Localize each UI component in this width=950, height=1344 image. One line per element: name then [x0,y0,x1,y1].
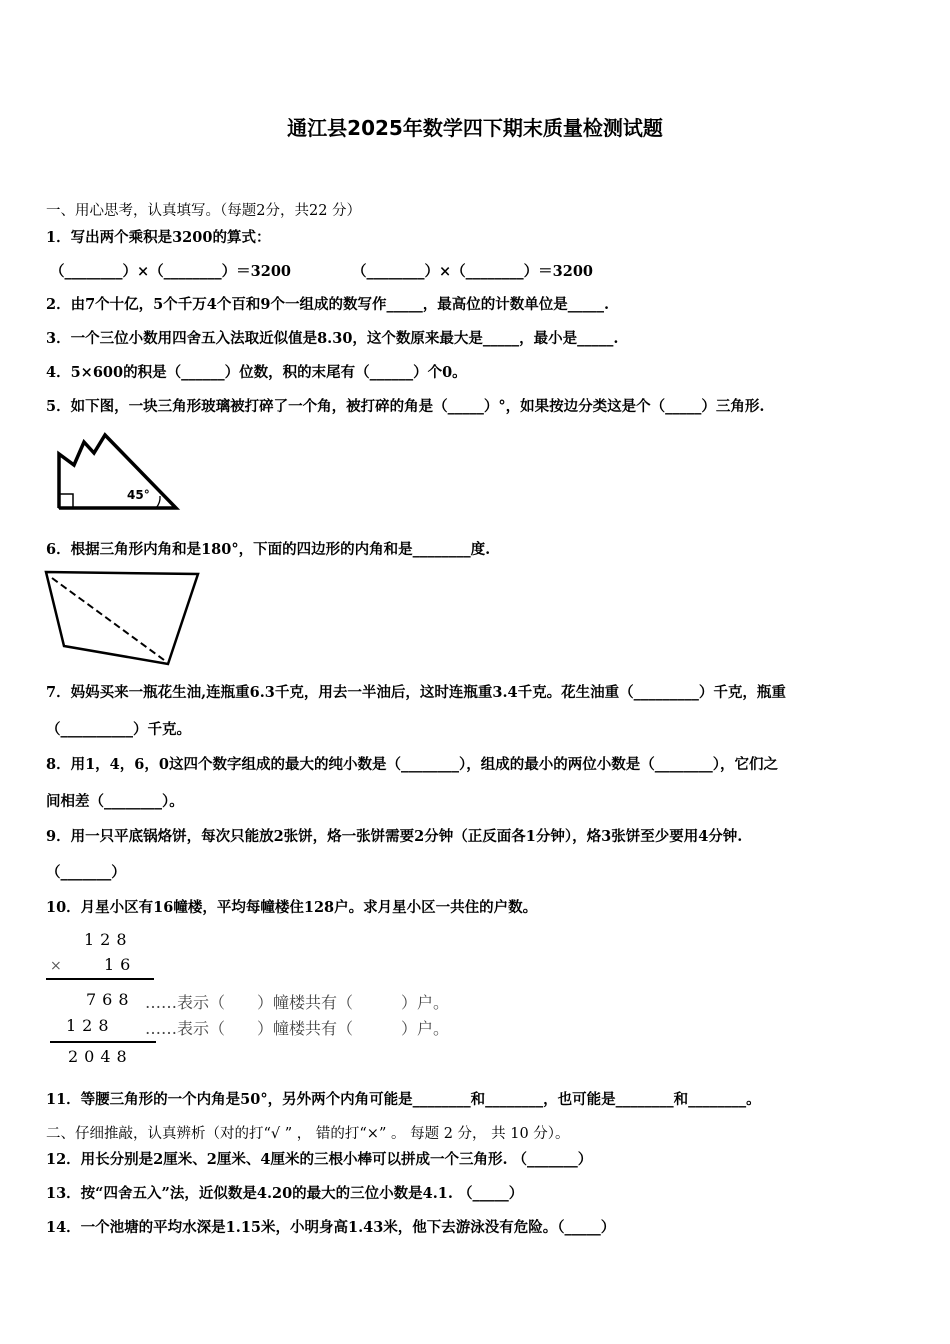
question-13: 13．按“四舍五入”法，近似数是4.20的最大的三位小数是4.1. （_____） [46,1185,524,1202]
mult-partial-2: 128 [66,1016,115,1035]
question-6: 6．根据三角形内角和是180°，下面的四边形的内角和是________度. [46,541,491,558]
question-12: 12．用长分别是2厘米、2厘米、4厘米的三根小棒可以拼成一个三角形. （_______） [46,1151,593,1168]
mult-result: 2048 [68,1047,133,1066]
question-10: 10．月星小区有16幢楼，平均每幢楼住128户。求月星小区一共住的户数。 [46,899,538,916]
question-11: 11．等腰三角形的一个内角是50°，另外两个内角可能是________和________，也可能是________和________。 [46,1091,761,1108]
question-9-line-1: 9．用一只平底锅烙饼，每次只能放2张饼，烙一张饼需要2分钟（正反面各1分钟），烙3张饼至少要用4分钟. [46,828,743,845]
question-8-line-2: 间相差（________）。 [46,793,184,810]
mult-line-1 [46,977,156,981]
quadrilateral-figure [44,570,204,670]
mult-multiplicand: 128 [84,930,133,949]
mult-note-2: ……表示（ ）幢楼共有（ ）户。 [145,1019,450,1038]
section-2-heading: 二、仔细推敲，认真辨析（对的打“√ ” ， 错的打“×” 。 每题 2 分， 共 10 分）。 [46,1126,570,1142]
page-title: 通江县2025年数学四下期末质量检测试题 [287,116,663,140]
question-7-line-1: 7．妈妈买来一瓶花生油,连瓶重6.3千克，用去一半油后，这时连瓶重3.4千克。花生油重（_________）千克，瓶重 [46,684,786,701]
section-1-heading: 一、用心思考，认真填写。（每题2分，共22 分） [46,203,362,219]
mult-partial-1: 768 [86,990,135,1009]
mult-note-1: ……表示（ ）幢楼共有（ ）户。 [145,993,450,1012]
question-1: 1．写出两个乘积是3200的算式： [46,229,271,246]
question-3: 3．一个三位小数用四舍五入法取近似值是8.30，这个数原来最大是_____，最小是_____. [46,330,619,347]
mult-line-2 [50,1040,160,1044]
question-2: 2．由7个十亿，5个千万4个百和9个一组成的数写作_____，最高位的计数单位是_____. [46,296,609,313]
question-5: 5．如下图，一块三角形玻璃被打碎了一个角，被打碎的角是（_____）°，如果按边分类这是个（_____）三角形. [46,398,765,415]
broken-triangle-figure [52,430,182,515]
question-7-line-2: （__________）千克。 [46,721,191,738]
angle-45-label: 45° [127,488,150,502]
question-1-equation-b: （________）×（________）＝3200 [352,263,594,280]
question-9-line-2: （_______） [46,864,126,881]
question-1-equation-a: （________）×（________）＝3200 [50,263,292,280]
mult-sign: × [50,958,68,974]
question-8-line-1: 8．用1，4，6，0这四个数字组成的最大的纯小数是（________），组成的最小的两位小数是（________），它们之 [46,756,778,773]
question-14: 14．一个池塘的平均水深是1.15米，小明身高1.43米，他下去游泳没有危险。（_____） [46,1219,616,1236]
mult-multiplier: 16 [104,955,137,974]
question-4: 4．5×600的积是（______）位数，积的末尾有（______）个0。 [46,364,467,381]
